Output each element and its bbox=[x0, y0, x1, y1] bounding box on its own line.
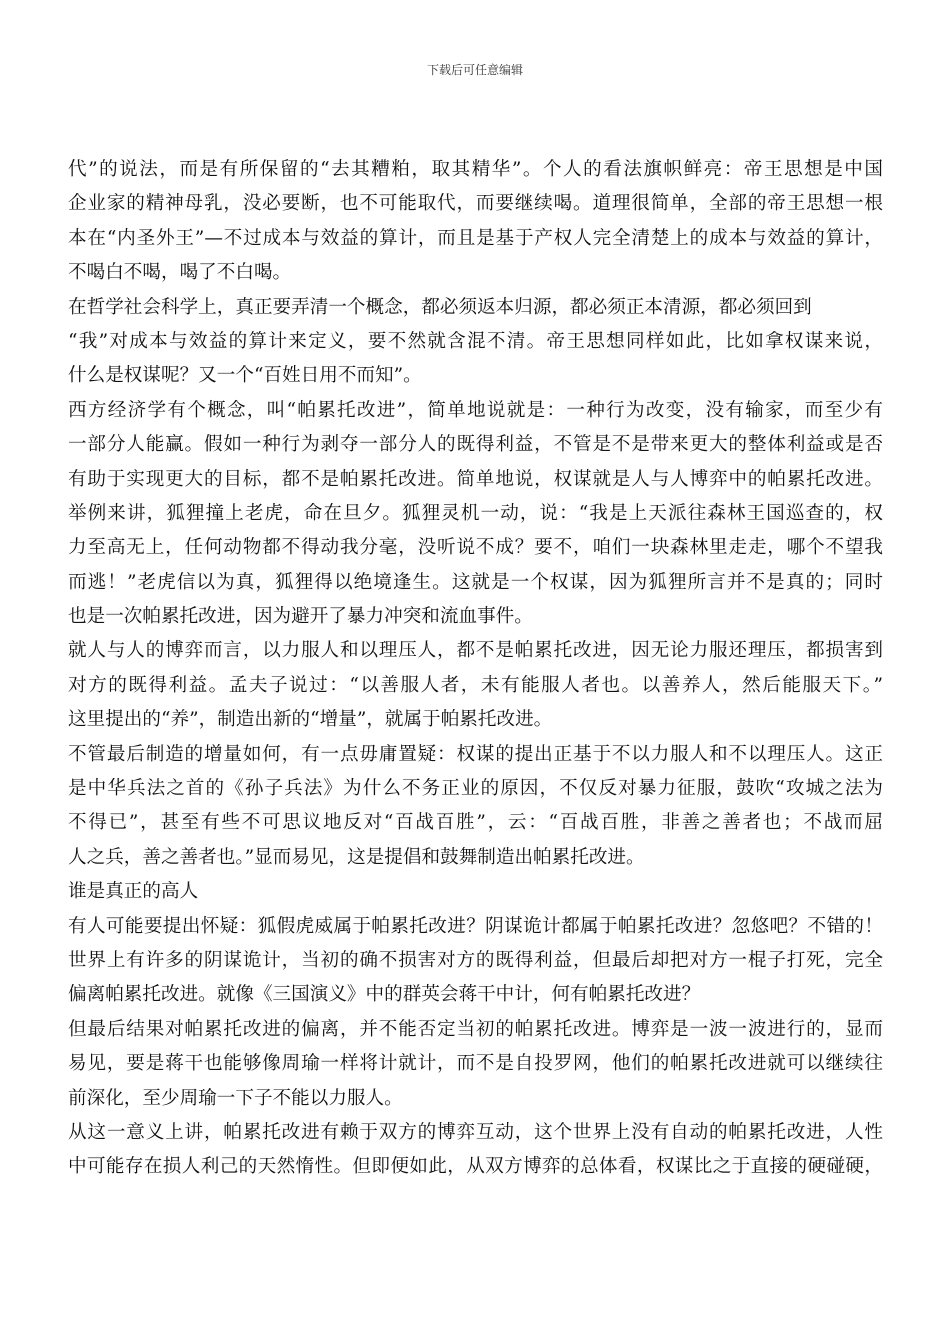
paragraph bbox=[68, 291, 883, 394]
text-line: 但最后结果对帕累托改进的偏离，并不能否定当初的帕累托改进。博弈是一波一波进行的，显而 bbox=[68, 1018, 883, 1040]
text-line: 一部分人能赢。假如一种行为剥夺一部分人的既得利益，不管是不是带来更大的整体利益或是否 bbox=[68, 434, 883, 456]
text-line: 从这一意义上讲，帕累托改进有赖于双方的博弈互动，这个世界上没有自动的帕累托改进，人性 bbox=[68, 1121, 883, 1143]
text-line: “我”对成本与效益的算计来定义，要不然就含混不清。帝王思想同样如此，比如拿权谋来说， bbox=[68, 330, 883, 352]
text-line: 举例来讲，狐狸撞上老虎，命在旦夕。狐狸灵机一动，说：“我是上天派往森林王国巡查的，权 bbox=[68, 502, 883, 524]
text-line: 有助于实现更大的目标，都不是帕累托改进。简单地说，权谋就是人与人博弈中的帕累托改进。 bbox=[68, 468, 883, 490]
text-line: 谁是真正的高人 bbox=[68, 881, 199, 903]
text-line: 世界上有许多的阴谋诡计，当初的确不损害对方的既得利益，但最后却把对方一棍子打死，完全 bbox=[68, 949, 883, 971]
text-line: 这里提出的“养”，制造出新的“增量”，就属于帕累托改进。 bbox=[68, 709, 553, 731]
text-line: 是中华兵法之首的《孙子兵法》为什么不务正业的原因，不仅反对暴力征服，鼓吹“攻城之法为 bbox=[68, 778, 883, 800]
paragraph bbox=[68, 1013, 883, 1116]
text-line: 对方的既得利益。孟夫子说过：“以善服人者，未有能服人者也。以善养人，然后能服天下。” bbox=[68, 674, 883, 696]
paragraph bbox=[68, 1116, 883, 1185]
text-line: 前深化，至少周瑜一下子不能以力服人。 bbox=[68, 1087, 403, 1109]
text-line: 有人可能要提出怀疑：狐假虎威属于帕累托改进？阴谋诡计都属于帕累托改进？忽悠吧？不错的！ bbox=[68, 915, 883, 937]
page-header-note: 下载后可任意编辑 bbox=[426, 63, 523, 77]
text-line: 人之兵，善之善者也。”显而易见，这是提倡和鼓舞制造出帕累托改进。 bbox=[68, 846, 645, 868]
text-line: 不喝白不喝，喝了不白喝。 bbox=[68, 262, 292, 284]
text-line: 不得已”，甚至有些不可思议地反对“百战百胜”，云：“百战百胜，非善之善者也；不战而屈 bbox=[68, 812, 883, 834]
text-line: 也是一次帕累托改进，因为避开了暴力冲突和流血事件。 bbox=[68, 606, 533, 628]
text-line: 什么是权谋呢？又一个“百姓日用不而知”。 bbox=[68, 365, 422, 387]
paragraph bbox=[68, 394, 883, 497]
text-line: 本在“内圣外王”—不过成本与效益的算计，而且是基于产权人完全清楚上的成本与效益的算计， bbox=[68, 227, 883, 249]
section-heading bbox=[68, 875, 883, 909]
text-line: 就人与人的博弈而言，以力服人和以理压人，都不是帕累托改进，因无论力服还理压，都损害到 bbox=[68, 640, 883, 662]
text-line: 易见，要是蒋干也能够像周瑜一样将计就计，而不是自投罗网，他们的帕累托改进就可以继续往 bbox=[68, 1053, 883, 1075]
paragraph bbox=[68, 910, 883, 1013]
document-body bbox=[68, 153, 883, 1185]
text-line: 在哲学社会科学上，真正要弄清一个概念，都必须返本归源，都必须正本清源，都必须回到 bbox=[68, 296, 812, 318]
paragraph bbox=[68, 738, 883, 876]
paragraph bbox=[68, 634, 883, 737]
text-line: 西方经济学有个概念，叫“帕累托改进”，简单地说就是：一种行为改变，没有输家，而至少有 bbox=[68, 399, 883, 421]
paragraph bbox=[68, 153, 883, 291]
text-line: 而逃！”老虎信以为真，狐狸得以绝境逢生。这就是一个权谋，因为狐狸所言并不是真的；同时 bbox=[68, 571, 883, 593]
text-line: 力至高无上，任何动物都不得动我分毫，没听说不成？要不，咱们一块森林里走走，哪个不望我 bbox=[68, 537, 883, 559]
text-line: 中可能存在损人利己的天然惰性。但即便如此，从双方博弈的总体看，权谋比之于直接的硬碰硬， bbox=[68, 1156, 883, 1178]
text-line: 企业家的精神母乳，没必要断，也不可能取代，而要继续喝。道理很简单，全部的帝王思想一根 bbox=[68, 193, 883, 215]
text-line: 代”的说法，而是有所保留的“去其糟粕，取其精华”。个人的看法旗帜鲜亮：帝王思想是中国 bbox=[68, 159, 883, 180]
text-line: 偏离帕累托改进。就像《三国演义》中的群英会蒋干中计，何有帕累托改进？ bbox=[68, 984, 701, 1006]
text-line: 不管最后制造的增量如何，有一点毋庸置疑：权谋的提出正基于不以力服人和不以理压人。这正 bbox=[68, 743, 883, 765]
paragraph bbox=[68, 497, 883, 635]
